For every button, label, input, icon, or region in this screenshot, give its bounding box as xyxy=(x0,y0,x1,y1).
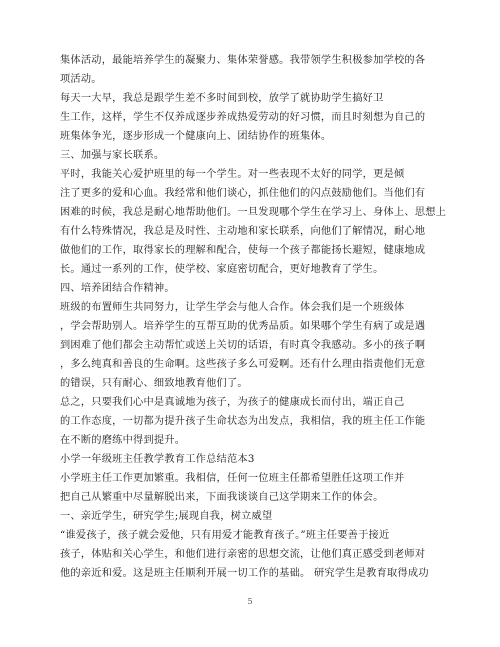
text-line: 到困难了他们都会主动帮忙或送上关切的话语，有时真令我感动。多小的孩子啊 xyxy=(60,340,426,351)
text-line: 班级的布置师生共同努力，让学生学会与他人合作。体会我们是一个班级体 xyxy=(60,302,405,313)
text-line: ，多么纯真和善良的生命啊。这些孩子多么可爱啊。还有什么理由指责他们无意 xyxy=(60,359,426,370)
text-line: “谁爱孩子，孩子就会爱他，只有用爱才能教育孩子。”班主任要善于接近 xyxy=(60,530,390,541)
text-line: 班集体争光，逐步形成一个健康向上、团结协作的班集体。 xyxy=(60,131,332,142)
section-heading: 一、亲近学生，研究学生;展现自我，树立威望 xyxy=(60,511,273,522)
text-line: 把自己从繁重中尽量解脱出来，下面我谈谈自己这学期来工作的体会。 xyxy=(60,492,384,503)
text-line: 项活动。 xyxy=(60,74,102,85)
text-line: 他的亲近和爱。这是班主任顺利开展一切工作的基础。 研究学生是教育取得成功 xyxy=(60,568,429,579)
text-line: 的错误，只有耐心、细致地教育他们了。 xyxy=(60,378,248,389)
page-number: 5 xyxy=(247,597,253,606)
text-line: 在不断的磨练中得到提升。 xyxy=(60,435,186,446)
text-line: 的工作态度，一切都为提升孩子生命状态为出发点，我相信，我的班主任工作能 xyxy=(60,416,426,427)
text-line: 注了更多的爱和心血。我经常和他们谈心，抓住他们的闪点鼓励他们。当他们有 xyxy=(60,188,426,199)
section-heading: 四、培养团结合作精神。 xyxy=(60,283,175,294)
text-line: 每天一大早，我总是跟学生差不多时间到校，放学了就协助学生搞好卫 xyxy=(60,93,384,104)
document-title: 小学一年级班主任教学教育工作总结范本3 xyxy=(60,454,255,465)
text-line: ，学会帮助别人。培养学生的互帮互助的优秀品质。如果哪个学生有病了或是遇 xyxy=(60,321,426,332)
text-line: 做他们的工作，取得家长的理解和配合，使每一个孩子都能扬长避短，健康地成 xyxy=(60,245,426,256)
text-line: 孩子，体贴和关心学生，和他们进行亲密的思想交流，让他们真正感受到老师对 xyxy=(60,549,426,560)
text-line: 总之，只要我们心中是真诚地为孩子，为孩子的健康成长而付出，端正自己 xyxy=(60,397,405,408)
text-line: 小学班主任工作更加繁重。我相信，任何一位班主任都希望胜任这项工作并 xyxy=(60,473,405,484)
text-line: 平时，我能关心爱护班里的每一个学生。对一些表现不太好的同学，更是倾 xyxy=(60,169,405,180)
text-line: 生工作，这样，学生不仅养成逐步养成热爱劳动的好习惯，而且时刻想为自己的 xyxy=(60,112,426,123)
text-line: 困难的时候，我总是耐心地帮助他们。一旦发现哪个学生在学习上、身体上、思想上 xyxy=(60,207,447,218)
section-heading: 三、加强与家长联系。 xyxy=(60,150,165,161)
text-line: 有什么特殊情况，我总是及时性、主动地和家长联系，向他们了解情况，耐心地 xyxy=(60,226,426,237)
text-line: 长。通过一系列的工作，使学校、家庭密切配合，更好地教育了学生。 xyxy=(60,264,384,275)
text-line: 集体活动，最能培养学生的凝聚力、集体荣誉感。我带领学生积极参加学校的各 xyxy=(60,55,426,66)
